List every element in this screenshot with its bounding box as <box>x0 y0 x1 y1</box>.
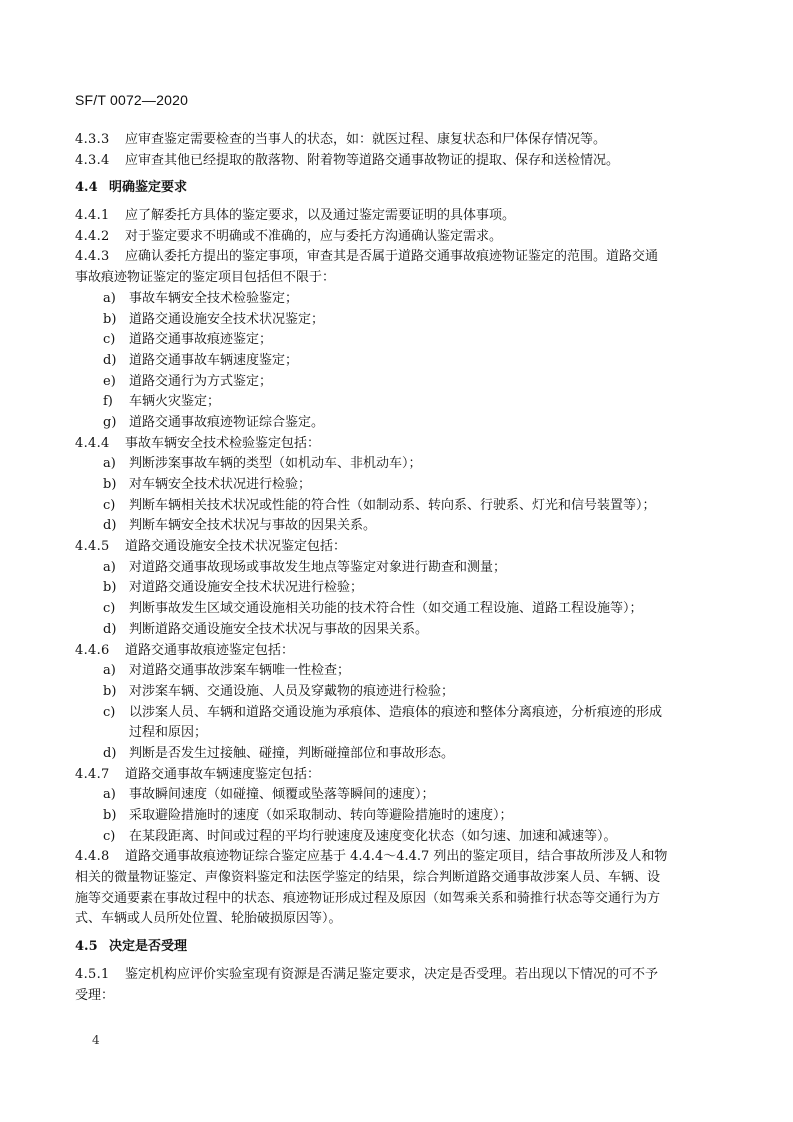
list-item <box>75 682 715 703</box>
clause-text: 道路交通设施安全技术状况鉴定包括： <box>125 539 347 555</box>
item-letter: c) <box>103 704 116 720</box>
item-text: 事故车辆安全技术检验鉴定； <box>129 290 299 306</box>
clause-number: 4.4.5 <box>75 539 110 555</box>
list-item <box>75 806 715 827</box>
item-letter: a) <box>103 559 116 575</box>
clause-text: 道路交通事故痕迹鉴定包括： <box>125 642 295 658</box>
list-item <box>75 289 715 310</box>
section-number: 4.4 <box>75 180 98 196</box>
item-text: 在某段距离、时间或过程的平均行驶速度及速度变化状态（如匀速、加速和减速等）。 <box>129 828 617 844</box>
clause-number: 4.4.3 <box>75 249 110 265</box>
item-text: 判断道路交通设施安全技术状况与事故的因果关系。 <box>129 621 429 637</box>
item-letter: a) <box>103 787 116 803</box>
item-text: 道路交通设施安全技术状况鉴定； <box>129 311 325 327</box>
list-item <box>75 392 715 413</box>
item-letter: c) <box>103 497 116 513</box>
item-letter: b) <box>103 311 117 327</box>
item-letter: b) <box>103 580 117 596</box>
item-text: 判断是否发生过接触、碰撞，判断碰撞部位和事故形态。 <box>129 745 455 761</box>
item-letter: d) <box>103 518 117 534</box>
clause-text: 应审查鉴定需要检查的当事人的状态，如：就医过程、康复状态和尸体保存情况等。 <box>125 132 607 147</box>
item-letter: g) <box>103 414 117 430</box>
item-text: 对道路交通设施安全技术状况进行检验； <box>129 580 364 596</box>
item-text: 道路交通事故车辆速度鉴定； <box>129 352 299 368</box>
list-item <box>75 310 715 331</box>
list-item-continuation: 过程和原因； <box>129 725 208 741</box>
clause-text: 事故车辆安全技术检验鉴定包括： <box>125 435 321 451</box>
clause-text: 道路交通事故车辆速度鉴定包括： <box>125 766 321 782</box>
item-text: 事故瞬间速度（如碰撞、倾覆或坠落等瞬间的速度）； <box>129 787 435 803</box>
list-item <box>75 620 715 641</box>
item-text: 车辆火灾鉴定； <box>129 394 221 410</box>
item-text: 对道路交通事故现场或事故发生地点等鉴定对象进行勘查和测量； <box>129 559 507 575</box>
clause-4-4-1 <box>75 206 715 227</box>
item-text: 以涉案人员、车辆和道路交通设施为承痕体、造痕体的痕迹和整体分离痕迹，分析痕迹的形成 <box>129 704 663 720</box>
clause-4-4-3 <box>75 247 715 268</box>
list-item <box>75 372 715 393</box>
clause-number: 4.3.3 <box>75 132 110 147</box>
list-item <box>75 454 715 475</box>
list-item <box>75 661 715 682</box>
item-letter: a) <box>103 290 116 306</box>
clause-4-4-3-continuation: 事故痕迹物证鉴定的鉴定项目包括但不限于： <box>75 270 336 286</box>
list-item <box>75 351 715 372</box>
item-letter: e) <box>103 373 116 389</box>
item-text: 对车辆安全技术状况进行检验； <box>129 477 312 492</box>
list-item <box>75 703 715 724</box>
item-text: 对涉案车辆、交通设施、人员及穿戴物的痕迹进行检验； <box>129 683 455 699</box>
section-number: 4.5 <box>75 939 98 955</box>
list-item <box>75 599 715 620</box>
section-heading-4-5 <box>75 937 715 958</box>
clause-text: 应了解委托方具体的鉴定要求，以及通过鉴定需要证明的具体事项。 <box>125 208 516 224</box>
list-item <box>75 558 715 579</box>
section-title: 明确鉴定要求 <box>109 180 188 196</box>
clause-text: 应确认委托方提出的鉴定事项，审查其是否属于道路交通事故痕迹物证鉴定的范围。道路交通 <box>125 249 659 265</box>
clause-4-3-4 <box>75 151 715 172</box>
clause-number: 4.4.8 <box>75 849 110 865</box>
clause-4-4-4 <box>75 434 715 455</box>
item-letter: a) <box>103 663 116 679</box>
item-text: 采取避险措施时的速度（如采取制动、转向等避险措施时的速度）； <box>129 808 513 823</box>
clause-number: 4.5.1 <box>75 966 110 982</box>
item-text: 判断事故发生区域交通设施相关功能的技术符合性（如交通工程设施、道路工程设施等）； <box>129 601 643 617</box>
item-text: 判断车辆安全技术状况与事故的因果关系。 <box>129 518 377 534</box>
section-heading-4-4 <box>75 178 715 199</box>
item-text: 道路交通事故痕迹鉴定； <box>129 332 273 348</box>
clause-4-4-7 <box>75 765 715 786</box>
clause-number: 4.4.1 <box>75 208 110 224</box>
page-number: 4 <box>92 1033 100 1047</box>
clause-number: 4.4.2 <box>75 228 110 244</box>
clause-4-4-8-continuation: 相关的微量物证鉴定、声像资料鉴定和法医学鉴定的结果，综合判断道路交通事故涉案人员、车辆、设 <box>75 870 661 886</box>
item-text: 对道路交通事故涉案车辆唯一性检查； <box>129 663 351 679</box>
list-item <box>75 330 715 351</box>
item-letter: d) <box>103 621 117 637</box>
clause-number: 4.4.4 <box>75 435 110 451</box>
item-letter: b) <box>103 808 117 823</box>
clause-4-5-1-continuation: 受理： <box>75 987 115 1003</box>
item-letter: c) <box>103 828 116 844</box>
item-text: 判断涉案事故车辆的类型（如机动车、非机动车）； <box>129 456 422 472</box>
clause-4-4-8-continuation: 施等交通要素在事故过程中的状态、痕迹物证形成过程及原因（如驾乘关系和骑推行状态等交通行为方 <box>75 890 661 906</box>
list-item <box>75 475 715 496</box>
item-text: 判断车辆相关技术状况或性能的符合性（如制动系、转向系、行驶系、灯光和信号装置等）； <box>129 497 656 513</box>
clause-number: 4.3.4 <box>75 152 110 168</box>
list-item <box>75 578 715 599</box>
item-letter: b) <box>103 683 117 699</box>
item-letter: f) <box>103 394 113 410</box>
item-letter: a) <box>103 456 116 472</box>
clause-4-4-5 <box>75 537 715 558</box>
section-title: 决定是否受理 <box>109 939 188 955</box>
list-item <box>75 413 715 434</box>
item-letter: c) <box>103 601 116 617</box>
clause-4-4-8-continuation: 式、车辆或人员所处位置、轮胎破损原因等）。 <box>75 911 342 927</box>
item-text: 道路交通事故痕迹物证综合鉴定。 <box>129 414 325 430</box>
clause-4-4-2 <box>75 227 715 248</box>
item-text: 道路交通行为方式鉴定； <box>129 373 273 389</box>
list-item <box>75 785 715 806</box>
list-item <box>75 496 715 517</box>
document-code: SF/T 0072—2020 <box>75 92 189 108</box>
document-body <box>75 130 715 1006</box>
list-item <box>75 827 715 848</box>
clause-4-3-3 <box>75 130 715 151</box>
item-letter: b) <box>103 477 117 492</box>
clause-number: 4.4.7 <box>75 766 110 782</box>
item-letter: d) <box>103 352 117 368</box>
clause-text: 道路交通事故痕迹物证综合鉴定应基于 4.4.4～4.4.7 列出的鉴定项目，结合事故所涉及人和物 <box>125 849 668 865</box>
clause-number: 4.4.6 <box>75 642 110 658</box>
clause-4-5-1 <box>75 965 715 986</box>
clause-text: 对于鉴定要求不明确或不准确的，应与委托方沟通确认鉴定需求。 <box>125 228 503 244</box>
list-item <box>75 516 715 537</box>
clause-text: 应审查其他已经提取的散落物、附着物等道路交通事故物证的提取、保存和送检情况。 <box>125 152 620 168</box>
list-item <box>75 744 715 765</box>
clause-text: 鉴定机构应评价实验室现有资源是否满足鉴定要求，决定是否受理。若出现以下情况的可不予 <box>125 966 659 982</box>
clause-4-4-6 <box>75 641 715 662</box>
clause-4-4-8 <box>75 847 715 868</box>
item-letter: c) <box>103 332 116 348</box>
item-letter: d) <box>103 745 117 761</box>
